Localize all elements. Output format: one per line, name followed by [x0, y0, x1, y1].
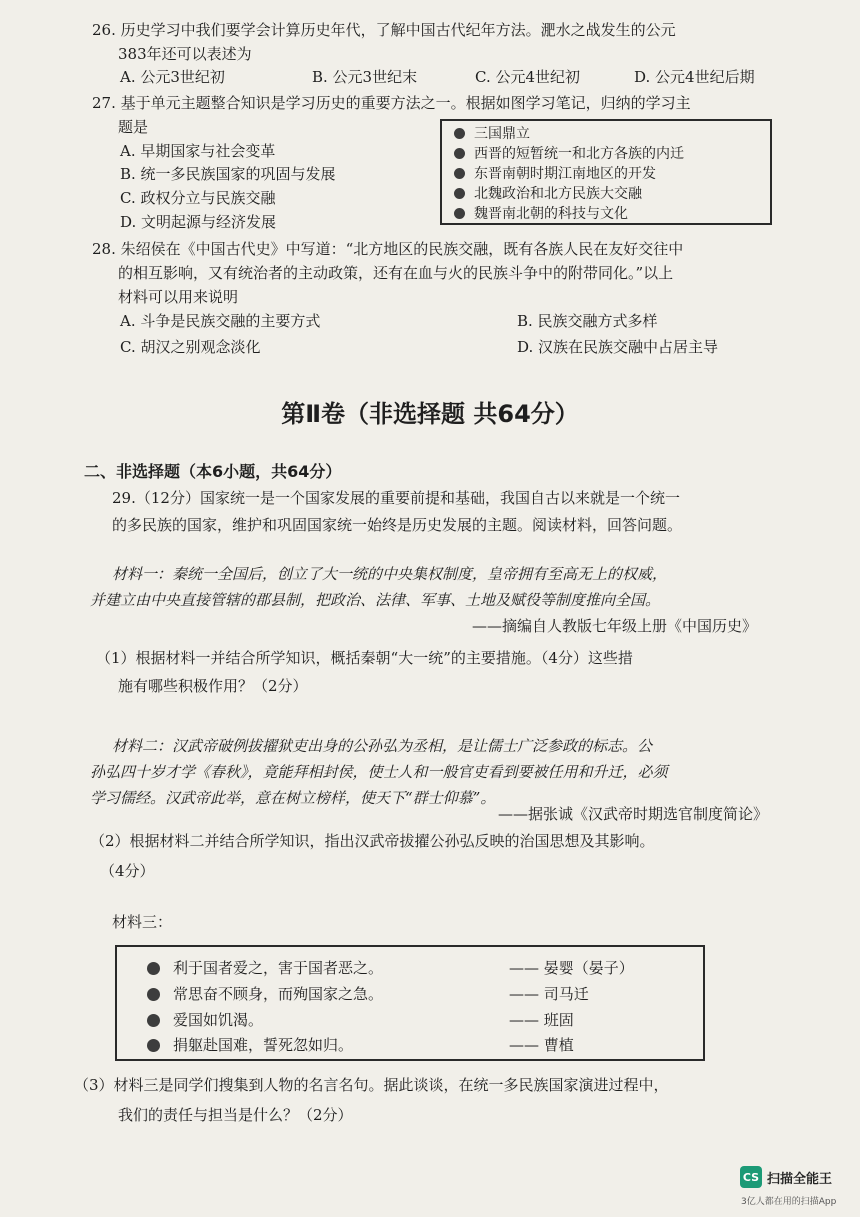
camscanner-logo-icon: CS	[740, 1166, 762, 1188]
bullet-icon	[147, 1014, 160, 1027]
section2-title: 二、非选择题（本6小题，共64分）	[84, 462, 342, 481]
study-note-item: 北魏政治和北方民族大交融	[454, 185, 642, 203]
quote-item: 利于国者爱之，害于国者恶之。	[173, 957, 383, 979]
quote-author: —— 晏婴（晏子）	[509, 959, 634, 977]
study-note-item: 东晋南朝时期江南地区的开发	[454, 165, 656, 183]
scanner-watermark	[740, 1166, 832, 1188]
q28-option-a: A. 斗争是民族交融的主要方式	[120, 312, 321, 330]
q27-study-notes-box	[440, 119, 772, 225]
material2-line3: 学习儒经。汉武帝此举，意在树立榜样，使天下“群士仰慕”。	[90, 789, 496, 807]
q27-option-c: C. 政权分立与民族交融	[120, 189, 276, 207]
material1-source: ——摘编自人教版七年级上册《中国历史》	[472, 617, 758, 635]
q27-option-b: B. 统一多民族国家的巩固与发展	[120, 165, 336, 183]
bullet-icon	[454, 148, 465, 159]
material3-label: 材料三：	[112, 913, 173, 931]
q26-option-b: B. 公元3世纪末	[312, 68, 418, 86]
bullet-icon	[454, 208, 465, 219]
watermark-name: 扫描全能王	[767, 1171, 833, 1187]
q28-option-d: D. 汉族在民族交融中占居主导	[517, 338, 719, 356]
q27-option-d: D. 文明起源与经济发展	[120, 213, 277, 231]
quote-author: —— 曹植	[509, 1036, 574, 1054]
sub-question-3-line2: 我们的责任与担当是什么？（2分）	[118, 1106, 353, 1124]
q28-option-b: B. 民族交融方式多样	[517, 312, 658, 330]
q29-intro-line2: 的多民族的国家，维护和巩固国家统一始终是历史发展的主题。阅读材料，回答问题。	[112, 516, 683, 534]
q28-stem-line3: 材料可以用来说明	[118, 288, 239, 306]
q26-stem-line1: 26. 历史学习中我们要学会计算历史年代，了解中国古代纪年方法。淝水之战发生的公元	[92, 21, 676, 39]
q29-intro-line1: 29.（12分）国家统一是一个国家发展的重要前提和基础，我国自古以来就是一个统一	[112, 489, 680, 507]
bullet-icon	[147, 962, 160, 975]
q26-option-a: A. 公元3世纪初	[120, 68, 225, 86]
material2-line1: 材料二：汉武帝破例拔擢狱吏出身的公孙弘为丞相，是让儒士广泛参政的标志。公	[112, 737, 653, 755]
quote-item: 爱国如饥渴。	[173, 1009, 263, 1031]
q26-option-d: D. 公元4世纪后期	[634, 68, 755, 86]
bullet-icon	[454, 188, 465, 199]
bullet-icon	[454, 168, 465, 179]
material2-source: ——据张诚《汉武帝时期选官制度简论》	[498, 805, 769, 823]
study-note-item: 三国鼎立	[454, 125, 530, 143]
study-note-item: 魏晋南北朝的科技与文化	[454, 205, 628, 223]
sub-question-1-line1: （1）根据材料一并结合所学知识，概括秦朝“大一统”的主要措施。（4分）这些措	[96, 649, 633, 667]
sub-question-1-line2: 施有哪些积极作用？（2分）	[118, 677, 308, 695]
sub-question-3-line1: （3）材料三是同学们搜集到人物的名言名句。据此谈谈，在统一多民族国家演进过程中，	[74, 1076, 669, 1094]
material2-line2: 孙弘四十岁才学《春秋》，竟能拜相封侯，使士人和一般官吏看到要被任用和升迁，必须	[90, 763, 668, 781]
q28-stem-line2: 的相互影响，又有统治者的主动政策，还有在血与火的民族斗争中的附带同化。”以上	[118, 264, 674, 282]
q27-stem-line1: 27. 基于单元主题整合知识是学习历史的重要方法之一。根据如图学习笔记，归纳的学习主	[92, 94, 691, 112]
q26-stem-line2: 383年还可以表述为	[118, 45, 252, 63]
quote-item: 捐躯赴国难，誓死忽如归。	[173, 1034, 353, 1056]
q27-stem-line2: 题是	[118, 118, 149, 136]
q28-option-c: C. 胡汉之别观念淡化	[120, 338, 261, 356]
bullet-icon	[454, 128, 465, 139]
quote-author: —— 班固	[509, 1011, 574, 1029]
watermark-tagline: 3亿人都在用的扫描App	[741, 1197, 837, 1207]
bullet-icon	[147, 988, 160, 1001]
material1-line1: 材料一：秦统一全国后，创立了大一统的中央集权制度，皇帝拥有至高无上的权威，	[112, 565, 668, 583]
q27-option-a: A. 早期国家与社会变革	[120, 142, 276, 160]
quote-item: 常思奋不顾身，而殉国家之急。	[173, 983, 383, 1005]
bullet-icon	[147, 1039, 160, 1052]
quote-author: —— 司马迁	[509, 985, 589, 1003]
material1-line2: 并建立由中央直接管辖的郡县制，把政治、法律、军事、土地及赋役等制度推向全国。	[90, 591, 661, 609]
sub-question-2-line2: （4分）	[100, 862, 155, 880]
sub-question-2-line1: （2）根据材料二并结合所学知识，指出汉武帝拔擢公孙弘反映的治国思想及其影响。	[90, 832, 655, 850]
q28-stem-line1: 28. 朱绍侯在《中国古代史》中写道：“北方地区的民族交融，既有各族人民在友好交往中	[92, 240, 684, 258]
material3-quotes-box	[115, 945, 705, 1061]
q26-option-c: C. 公元4世纪初	[475, 68, 581, 86]
study-note-item: 西晋的短暂统一和北方各族的内迁	[454, 145, 684, 163]
part2-title: 第Ⅱ卷（非选择题 共64分）	[281, 400, 579, 428]
